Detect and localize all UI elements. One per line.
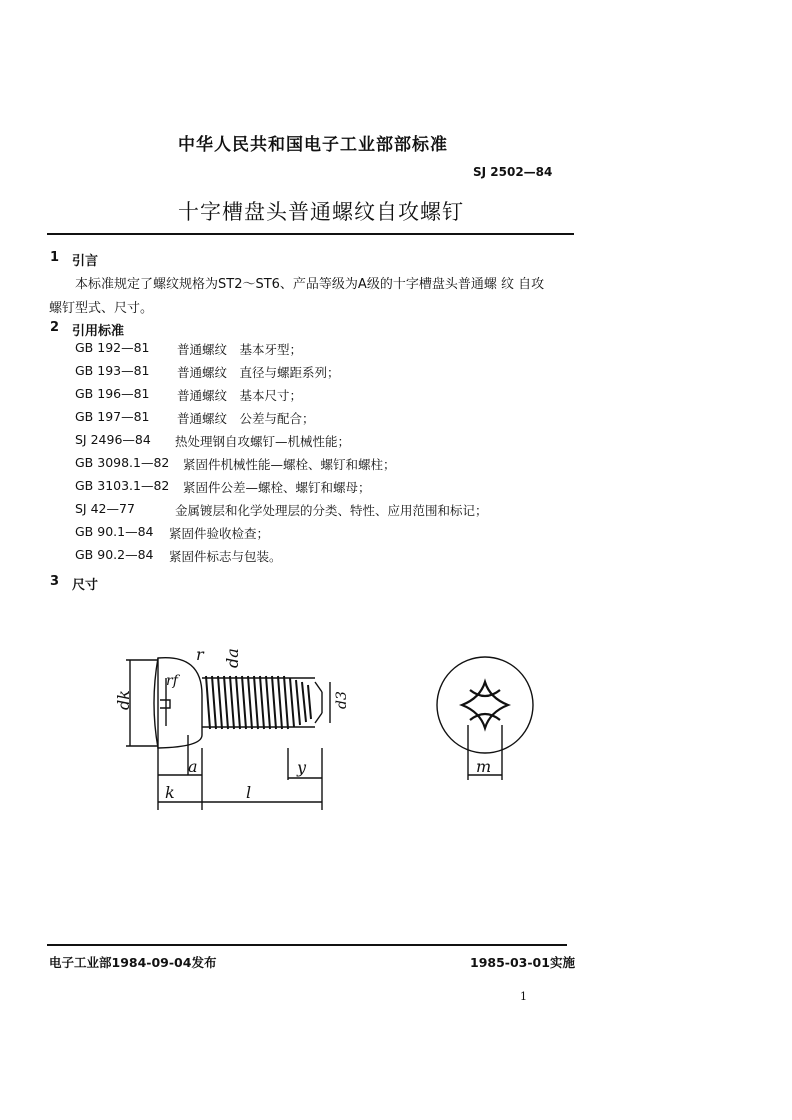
standard-code: SJ 2502—84 [473, 165, 553, 179]
reference-item [75, 547, 488, 570]
label-r: r [196, 645, 204, 664]
reference-code: SJ 42—77 [75, 501, 135, 516]
reference-code: GB 197—81 [75, 409, 150, 424]
reference-text: 紧固件公差—螺栓、螺钉和螺母； [183, 480, 371, 495]
reference-item [75, 386, 488, 409]
section-1-text-line-1: 本标准规定了螺纹规格为ST2～ST6、产品等级为A级的十字槽盘头普通螺 纹 自攻 [75, 277, 545, 292]
reference-text: 普通螺纹 基本牙型； [177, 342, 303, 357]
label-a: a [188, 757, 198, 776]
section-1-number: 1 [50, 250, 60, 265]
screw-head-outline [158, 658, 202, 748]
reference-item [75, 455, 488, 478]
reference-code: GB 90.1—84 [75, 524, 154, 539]
reference-text: 普通螺纹 基本尺寸； [177, 388, 303, 403]
label-m: m [476, 757, 492, 776]
reference-item [75, 432, 488, 455]
section-1-heading: 引言 [72, 254, 99, 269]
effective-date: 1985-03-01实施 [470, 955, 575, 970]
head-top-view-circle [437, 657, 533, 753]
reference-code: GB 192—81 [75, 340, 150, 355]
issue-date: 电子工业部1984-09-04发布 [49, 955, 217, 970]
section-3-heading: 尺寸 [72, 578, 99, 593]
label-da: da [223, 648, 242, 668]
reference-code: GB 3103.1—82 [75, 478, 170, 493]
reference-text: 热处理钢自攻螺钉—机械性能； [175, 434, 351, 449]
label-k: k [165, 783, 175, 802]
section-3-number: 3 [50, 574, 60, 589]
label-dk: dk [114, 690, 133, 710]
reference-text: 普通螺纹 直径与螺距系列； [177, 365, 340, 380]
reference-text: 金属镀层和化学处理层的分类、特性、应用范围和标记； [175, 503, 488, 518]
page-number: 1 [520, 990, 527, 1003]
header-divider [47, 233, 574, 235]
reference-item [75, 478, 488, 501]
section-2-heading: 引用标准 [72, 324, 125, 339]
section-2-number: 2 [50, 320, 60, 335]
reference-text: 紧固件标志与包装。 [169, 549, 282, 564]
reference-list [75, 340, 488, 570]
reference-item [75, 501, 488, 524]
label-d3: d3 [334, 691, 350, 709]
thread-hatching [206, 676, 311, 729]
reference-item [75, 524, 488, 547]
label-y: y [297, 758, 307, 777]
screw-dimension-drawing [110, 630, 560, 820]
label-rf: rf [166, 673, 178, 689]
cross-recess [462, 682, 508, 728]
reference-code: SJ 2496—84 [75, 432, 151, 447]
reference-code: GB 193—81 [75, 363, 150, 378]
label-l: l [246, 783, 252, 802]
reference-text: 紧固件机械性能—螺栓、螺钉和螺柱； [183, 457, 396, 472]
issuing-authority-header: 中华人民共和国电子工业部部标准 [178, 135, 448, 155]
section-1-text-line-2: 螺钉型式、尺寸。 [49, 301, 154, 316]
reference-code: GB 196—81 [75, 386, 150, 401]
reference-item [75, 409, 488, 432]
reference-code: GB 90.2—84 [75, 547, 154, 562]
reference-text: 普通螺纹 公差与配合； [177, 411, 315, 426]
reference-item [75, 363, 488, 386]
document-title: 十字槽盘头普通螺纹自攻螺钉 [178, 200, 464, 224]
reference-item [75, 340, 488, 363]
reference-code: GB 3098.1—82 [75, 455, 170, 470]
reference-text: 紧固件验收检查； [169, 526, 270, 541]
footer-divider [47, 944, 567, 946]
